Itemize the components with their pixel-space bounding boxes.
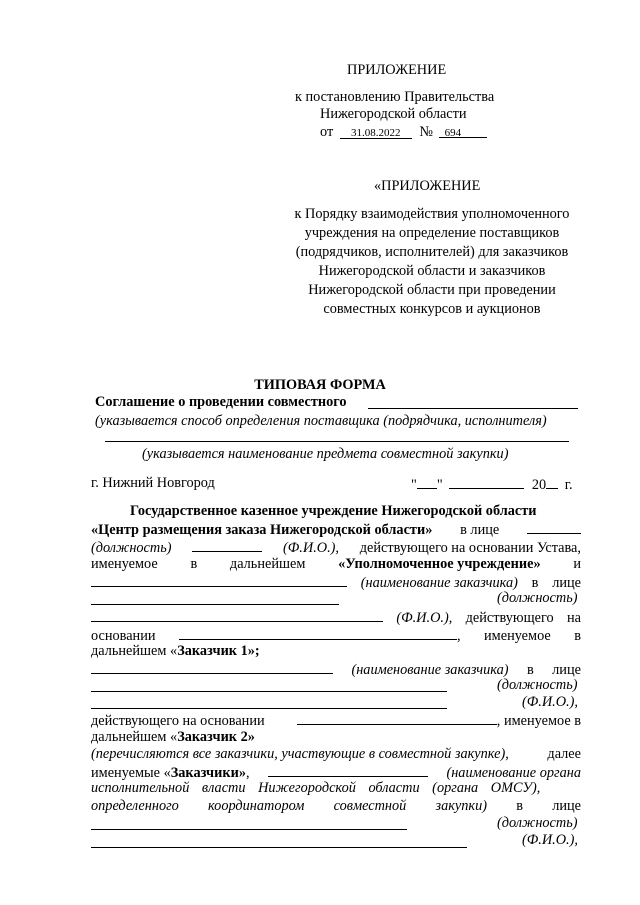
- body-line-13: [91, 711, 581, 730]
- header-title: ПРИЛОЖЕНИЕ: [347, 62, 447, 78]
- body-text: дальнейшем «: [91, 643, 178, 659]
- fio-note: (Ф.И.О.),: [522, 694, 578, 710]
- body-text: (наименование органа: [446, 765, 581, 781]
- decree-number: 694: [439, 125, 487, 138]
- body-text: совместной: [333, 798, 407, 814]
- city: г. Нижний Новгород: [91, 475, 215, 491]
- body-line-2: [91, 520, 581, 539]
- body-text: именуемые «: [91, 765, 171, 781]
- blank: [297, 711, 497, 725]
- body-text: (Ф.И.О.),: [283, 540, 339, 556]
- agreement-date: [411, 475, 573, 494]
- body-line-3: [91, 538, 581, 557]
- body-text: (Ф.И.О.),: [396, 610, 453, 626]
- body-text: далее: [547, 746, 581, 762]
- body-text: дальнейшем «: [91, 729, 178, 745]
- body-text: ,: [245, 765, 250, 781]
- blank: [91, 829, 407, 830]
- appendix-line: Нижегородской области и заказчиков: [318, 263, 546, 279]
- body-text: и: [573, 556, 581, 572]
- body-text: (наименование заказчика): [360, 575, 518, 591]
- body-text: в: [190, 556, 198, 572]
- header-line1: к постановлению Правительства: [295, 89, 495, 105]
- year-suffix: г.: [564, 477, 573, 493]
- quote-open: ": [411, 477, 417, 493]
- appendix-line: Нижегородской области при проведении: [308, 282, 556, 298]
- blank: [268, 763, 428, 777]
- body-text: основании: [91, 628, 156, 644]
- body-line-9: [91, 643, 260, 660]
- appendix-title: «ПРИЛОЖЕНИЕ: [374, 178, 481, 194]
- blank: [91, 608, 383, 622]
- body-text: закупки): [435, 798, 488, 814]
- body-text: действующего: [465, 610, 554, 626]
- position-note: (должность): [497, 677, 578, 693]
- body-text: «Уполномоченное учреждение»: [338, 556, 541, 572]
- body-text: «Центр размещения заказа Нижегородской области»: [91, 522, 433, 538]
- fio-note: (Ф.И.О.),: [522, 832, 578, 848]
- appendix-line: совместных конкурсов и аукционов: [323, 301, 541, 317]
- decree-date: 31.08.2022: [340, 125, 412, 139]
- body-text: на: [566, 610, 581, 626]
- position-note: (должность): [497, 590, 578, 606]
- from-label: от: [320, 124, 334, 140]
- blank: [91, 708, 447, 709]
- blank: [91, 604, 339, 605]
- body-text: координатором: [208, 798, 305, 814]
- blank: [192, 538, 262, 552]
- body-text: , именуемое в: [496, 713, 581, 729]
- body-line-4: [91, 556, 581, 573]
- body-text: именуемое: [91, 556, 158, 572]
- appendix-line: (подрядчиков, исполнителей) для заказчиков: [295, 244, 569, 260]
- form-subtitle: Соглашение о проведении совместного: [95, 394, 347, 410]
- body-line-8: основании , именуемое в: [91, 628, 581, 644]
- body-text: в: [526, 662, 534, 678]
- body-text: (наименование заказчика): [351, 662, 509, 678]
- body-text: в: [574, 628, 581, 644]
- year-blank: [546, 475, 558, 489]
- body-line-18: [91, 798, 581, 815]
- body-text: (должность): [91, 540, 172, 556]
- body-text: Заказчик 1: [177, 643, 248, 659]
- body-text: лице: [552, 575, 581, 591]
- body-text: дальнейшем: [229, 556, 306, 572]
- body-line-1: [130, 503, 581, 520]
- body-line-15: [91, 746, 581, 763]
- method-blank: [368, 408, 578, 409]
- no-label: №: [419, 124, 434, 140]
- blank: [527, 520, 581, 534]
- blank: [91, 847, 467, 848]
- body-text: в: [516, 798, 523, 814]
- body-text: лице: [552, 798, 581, 814]
- subject-note: (указывается наименование предмета совместной закупки): [142, 446, 509, 462]
- blank: [91, 660, 333, 674]
- blank: [91, 691, 447, 692]
- form-title: ТИПОВАЯ ФОРМА: [254, 377, 386, 393]
- body-text: »: [247, 729, 255, 745]
- blank: [179, 626, 457, 640]
- body-text: именуемое: [484, 628, 551, 644]
- quote-close: ": [436, 477, 443, 493]
- body-line-7: [91, 608, 581, 627]
- body-text: действующего на основании: [91, 713, 265, 729]
- body-text: определенного: [91, 798, 179, 814]
- header-date-line: [320, 124, 487, 141]
- year: 20: [531, 477, 547, 493]
- body-text: действующего на основании Устава,: [359, 540, 581, 556]
- body-line-17: [91, 780, 581, 797]
- appendix-line: учреждения на определение поставщиков: [304, 225, 560, 241]
- body-text: в лице: [460, 522, 500, 538]
- body-text: исполнительной власти Нижегородской области (органа ОМСУ),: [91, 780, 541, 796]
- body-text: »;: [247, 643, 260, 659]
- appendix-line: к Порядку взаимодействия уполномоченного: [294, 206, 570, 222]
- subject-blank: [105, 441, 569, 442]
- header-line2: Нижегородской области: [320, 106, 467, 122]
- position-note: (должность): [497, 815, 578, 831]
- body-line-14: [91, 729, 255, 746]
- body-text: Государственное казенное учреждение Нижегородской области: [130, 503, 537, 519]
- body-text: в: [531, 575, 539, 591]
- day-blank: [417, 475, 437, 489]
- body-text: Заказчик 2: [177, 729, 248, 745]
- blank: [91, 573, 347, 587]
- body-text: (перечисляются все заказчики, участвующие в совместной закупке),: [91, 746, 509, 762]
- method-note: (указывается способ определения поставщика (подрядчика, исполнителя): [95, 413, 547, 429]
- body-text: Заказчики»: [170, 765, 246, 781]
- body-text: лице: [552, 662, 581, 678]
- month-blank: [449, 475, 524, 489]
